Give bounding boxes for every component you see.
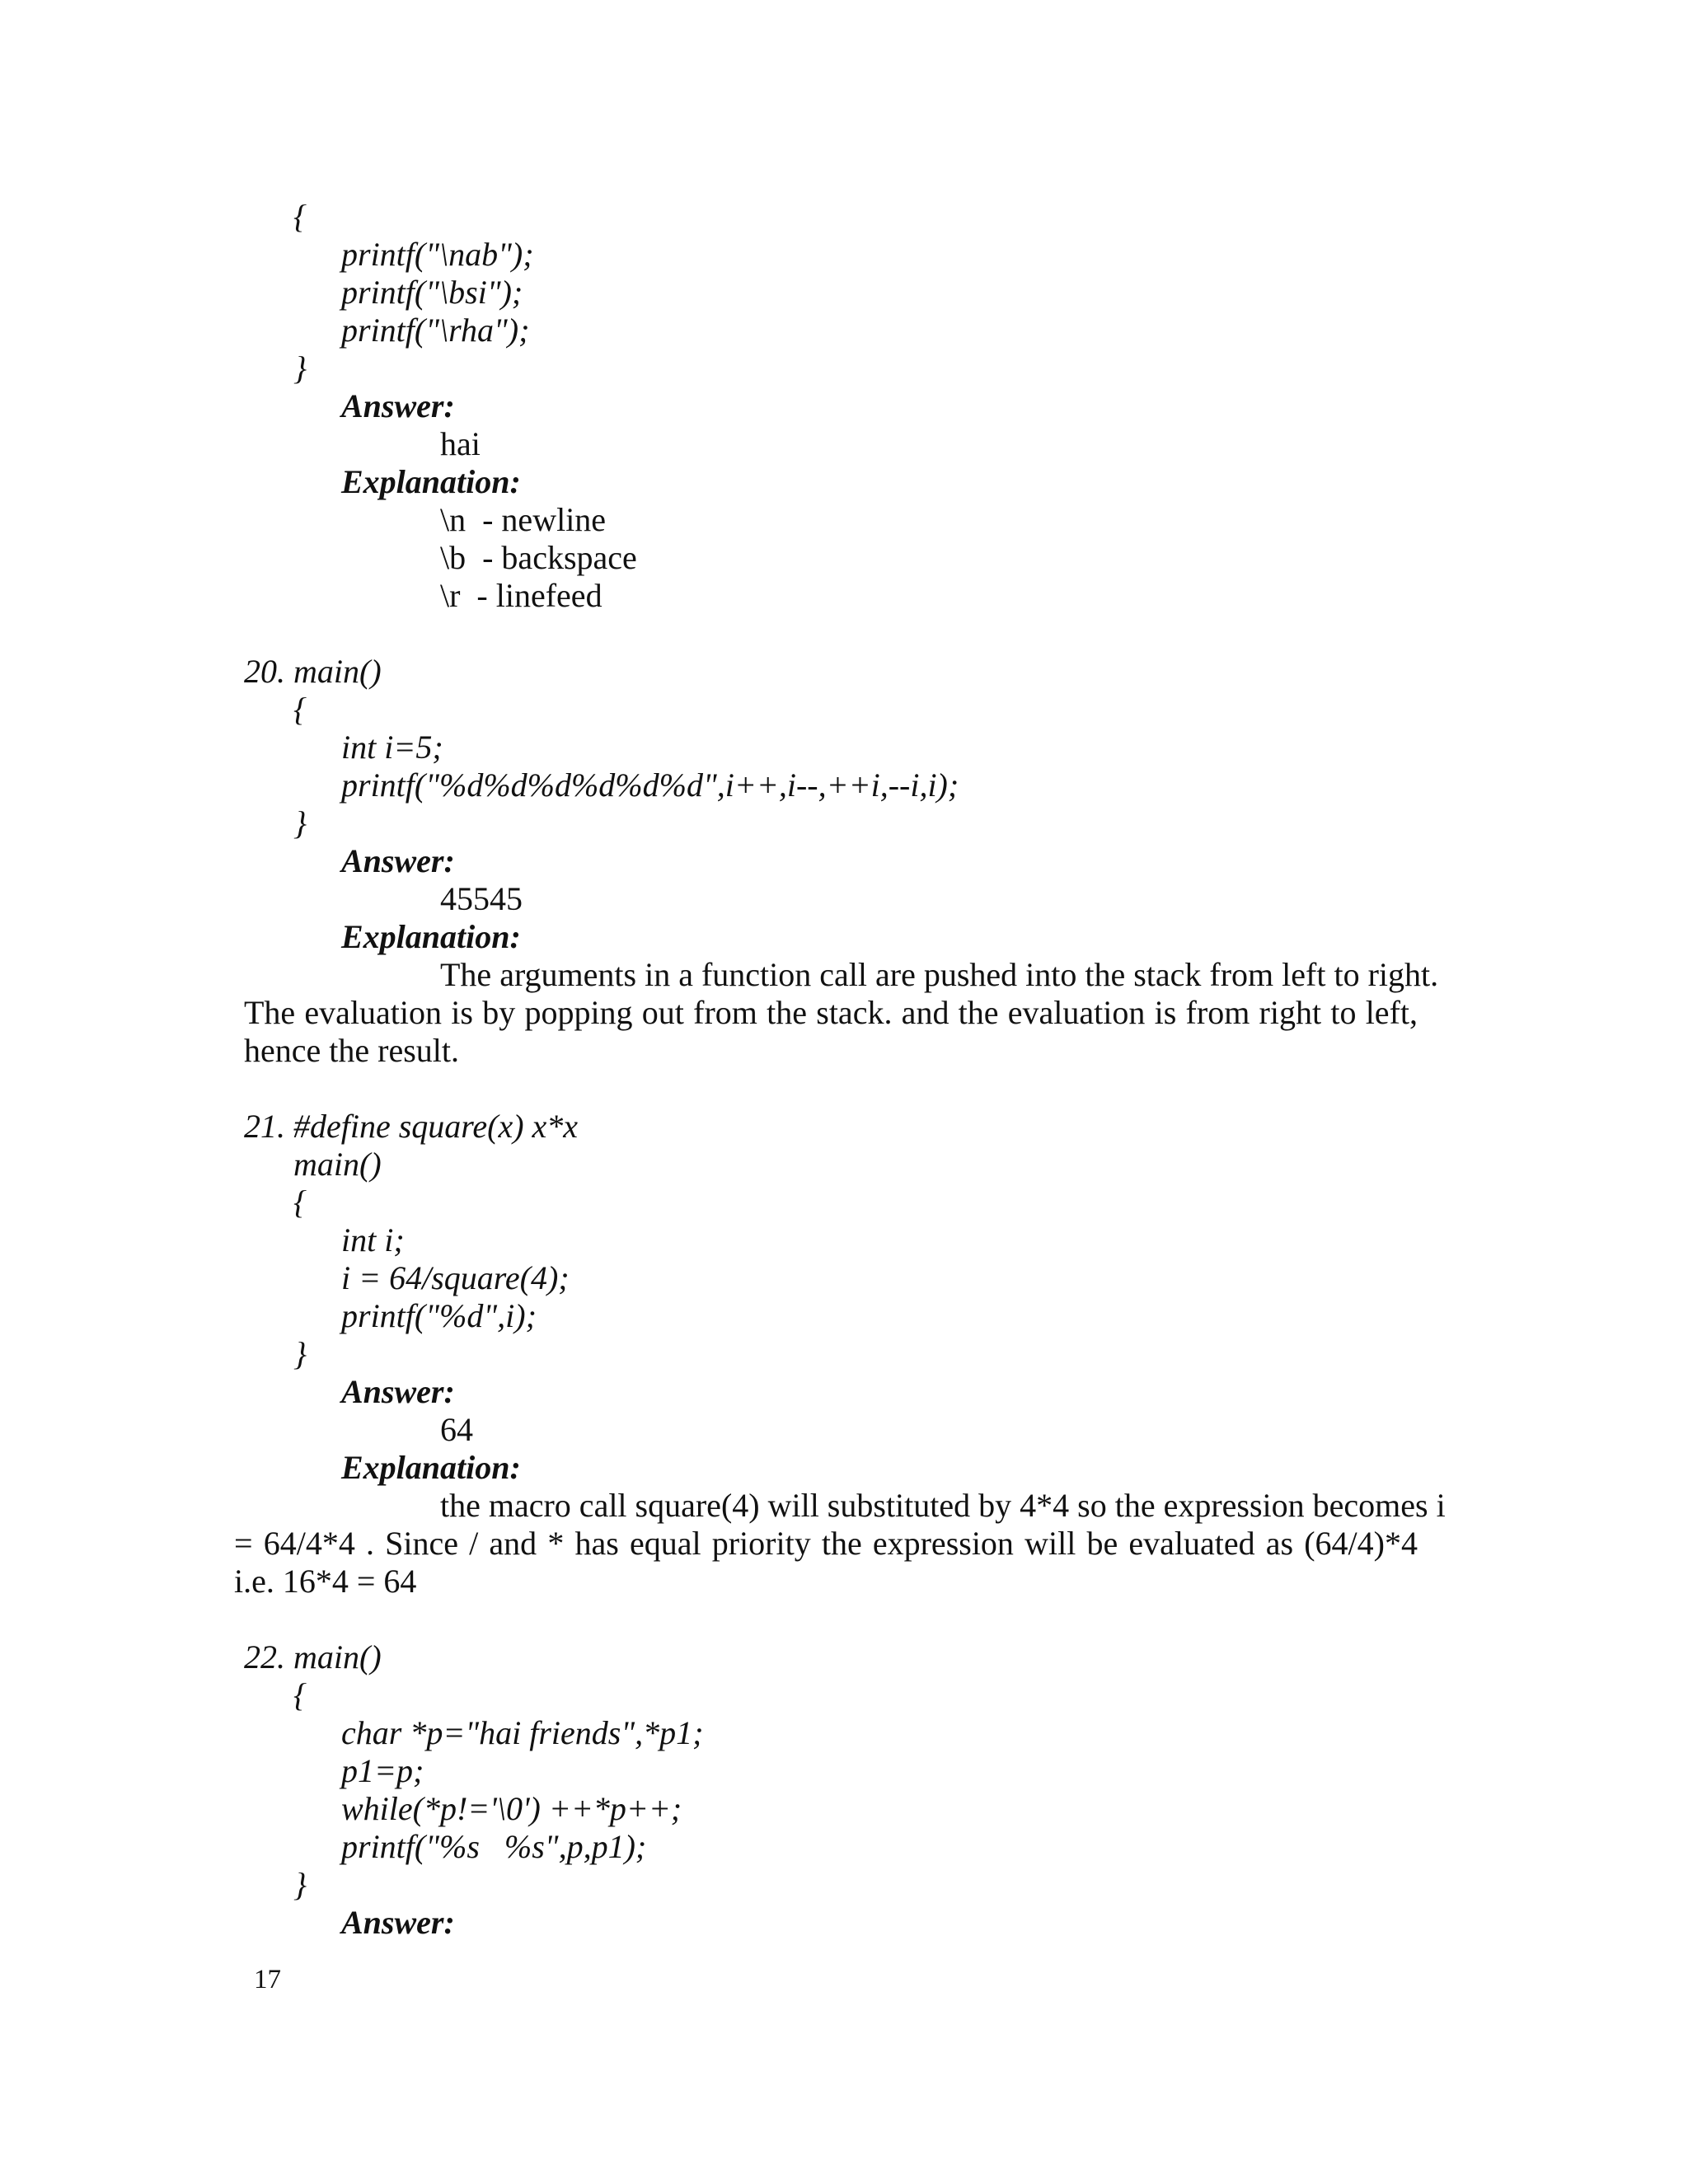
explanation-label: Explanation: — [341, 463, 521, 500]
code-line: printf("%d%d%d%d%d%d",i++,i--,++i,--i,i); — [341, 766, 959, 804]
explanation-line: \b - backspace — [440, 539, 637, 576]
explanation-label: Explanation: — [341, 918, 521, 955]
code-close-brace: } — [293, 1335, 307, 1372]
answer-value: hai — [440, 425, 481, 462]
code-line: printf("%d",i); — [341, 1297, 537, 1334]
explanation-paragraph: The evaluation is by popping out from the stack. and the evaluation is from right to left, hence the result. — [244, 994, 1418, 1069]
answer-value: 45545 — [440, 880, 523, 917]
page-number: 17 — [254, 1965, 281, 1994]
explanation-first-line: The arguments in a function call are pushed into the stack from left to right. — [440, 956, 1439, 993]
code-open-brace: { — [293, 691, 307, 728]
explanation-line: \r - linefeed — [440, 577, 603, 614]
code-line: int i; — [341, 1221, 405, 1258]
answer-label: Answer: — [341, 1373, 455, 1410]
code-line: int i=5; — [341, 729, 443, 766]
answer-label: Answer: — [341, 387, 455, 424]
code-line: printf("\bsi"); — [341, 274, 523, 311]
answer-label: Answer: — [341, 842, 455, 879]
explanation-label: Explanation: — [341, 1449, 521, 1486]
explanation-paragraph: = 64/4*4 . Since / and * has equal priority the expression will be evaluated as (64/4)*4 i.e. 16*4 = 64 — [234, 1525, 1418, 1600]
question-header: 22. main() — [244, 1638, 382, 1675]
code-close-brace: } — [293, 804, 307, 841]
code-line: main() — [293, 1146, 382, 1183]
code-close-brace: } — [293, 1866, 307, 1903]
code-line: printf("%s %s",p,p1); — [341, 1828, 647, 1865]
code-open-brace: { — [293, 198, 307, 235]
explanation-line: \n - newline — [440, 501, 607, 538]
question-header: 20. main() — [244, 653, 382, 690]
answer-value: 64 — [440, 1411, 473, 1448]
question-header: 21. #define square(x) x*x — [244, 1108, 579, 1145]
answer-label: Answer: — [341, 1904, 455, 1941]
code-close-brace: } — [293, 349, 307, 387]
code-line: printf("\rha"); — [341, 312, 530, 349]
code-line: while(*p!='\0') ++*p++; — [341, 1790, 682, 1827]
code-line: i = 64/square(4); — [341, 1259, 570, 1296]
explanation-first-line: the macro call square(4) will substituted by 4*4 so the expression becomes i — [440, 1487, 1446, 1524]
code-open-brace: { — [293, 1183, 307, 1221]
code-line: printf("\nab"); — [341, 236, 534, 273]
code-line: p1=p; — [341, 1752, 424, 1789]
code-line: char *p="hai friends",*p1; — [341, 1714, 704, 1751]
code-open-brace: { — [293, 1676, 307, 1713]
